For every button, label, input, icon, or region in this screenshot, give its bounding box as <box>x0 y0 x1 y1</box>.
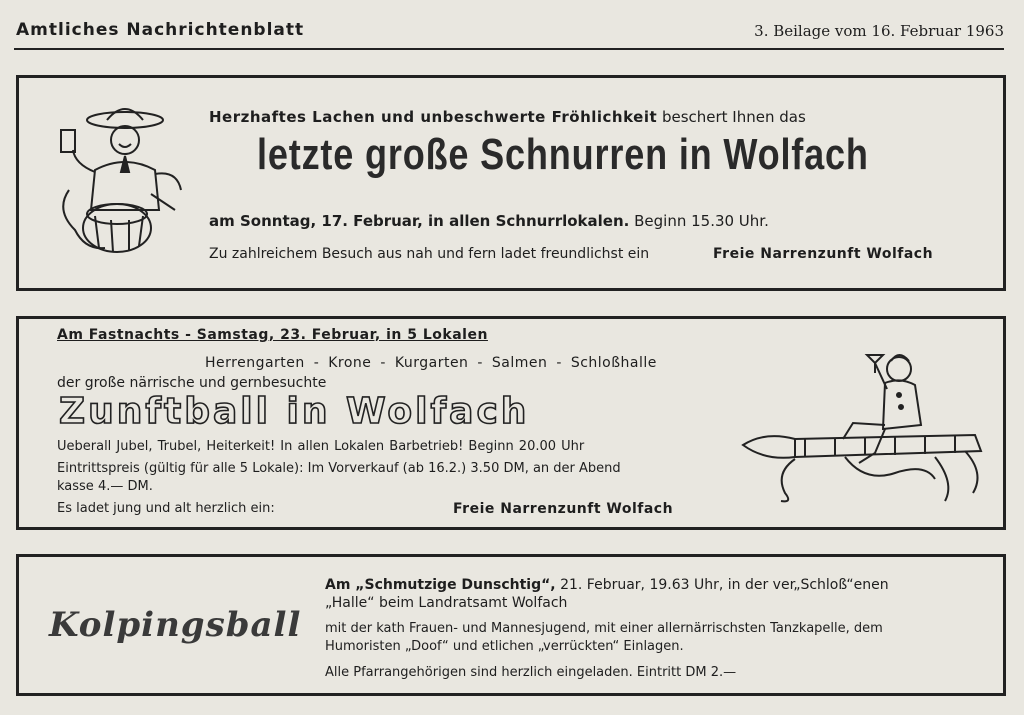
ad-kolpingsball <box>16 554 1006 696</box>
ad1-date-bold: am Sonntag, 17. Februar, in allen Schnurrlokalen. <box>209 212 630 230</box>
ad3-line-1 <box>325 577 889 593</box>
ad1-start-time: Beginn 15.30 Uhr. <box>629 212 769 230</box>
ad1-signature: Freie Narrenzunft Wolfach <box>713 246 934 262</box>
ad1-intro-rest: beschert Ihnen das <box>657 108 806 126</box>
ad3-line-4: Humoristen „Doof“ und etlichen „verrückten“ Einlagen. <box>325 639 684 654</box>
ad2-line-1: Ueberall Jubel, Trubel, Heiterkeit! In allen Lokalen Barbetrieb! Beginn 20.00 Uhr <box>57 439 585 454</box>
newspaper-title: Amtliches Nachrichtenblatt <box>16 20 305 40</box>
ad2-line-2: Eintrittspreis (gültig für alle 5 Lokale): Im Vorverkauf (ab 16.2.) 3.50 DM, an der Abend <box>57 461 621 476</box>
ad3-line-1-rest: 21. Februar, 19.63 Uhr, in der ver„Schloß“enen <box>555 577 889 593</box>
ad3-logo: Kolpingsball <box>49 605 302 645</box>
ad3-line-3: mit der kath Frauen- und Mannesjugend, mit einer allernärrischsten Tanzkapelle, dem <box>325 621 883 636</box>
ad1-intro <box>209 108 806 126</box>
pierrot-on-bottle-illustration <box>735 333 991 503</box>
ad1-headline: letzte große Schnurren in Wolfach <box>257 130 869 179</box>
ad1-invitation: Zu zahlreichem Besuch aus nah und fern ladet freundlichst ein <box>209 246 650 262</box>
clown-drummer-illustration <box>55 100 195 260</box>
ad-schnurren <box>16 75 1006 291</box>
issue-date: 3. Beilage vom 16. Februar 1963 <box>754 22 1004 40</box>
header-rule <box>14 48 1004 50</box>
ad2-venues: Herrengarten - Krone - Kurgarten - Salmen - Schloßhalle <box>205 355 657 371</box>
ad1-intro-bold: Herzhaftes Lachen und unbeschwerte Fröhlichkeit <box>209 108 658 126</box>
ad3-line-5: Alle Pfarrangehörigen sind herzlich eingeladen. Eintritt DM 2.— <box>325 665 737 680</box>
ad3-line-2: „Halle“ beim Landratsamt Wolfach <box>325 595 568 611</box>
ad2-intro: der große närrische und gernbesuchte <box>57 375 327 391</box>
ad2-signature: Freie Narrenzunft Wolfach <box>453 501 674 517</box>
ad3-line-1-bold: Am „Schmutzige Dunschtig“, <box>325 577 556 593</box>
ad-zunftball <box>16 316 1006 530</box>
ad2-heading: Am Fastnachts - Samstag, 23. Februar, in 5 Lokalen <box>57 327 488 343</box>
ad1-date-line <box>209 212 769 230</box>
ad2-line-4: Es ladet jung und alt herzlich ein: <box>57 501 275 516</box>
ad2-headline: Zunftball in Wolfach <box>59 391 530 432</box>
ad2-line-3: kasse 4.— DM. <box>57 479 153 494</box>
